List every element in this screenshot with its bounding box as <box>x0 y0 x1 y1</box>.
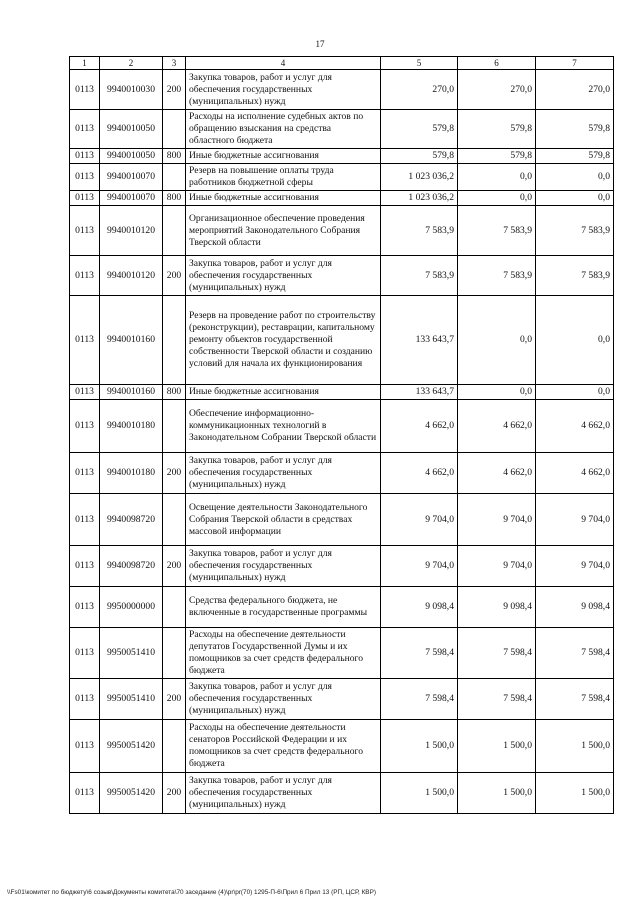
cell-razdel: 0113 <box>70 587 100 628</box>
header-col-2: 2 <box>100 57 163 70</box>
cell-amount-year3: 7 598,4 <box>536 628 614 679</box>
cell-amount-year3: 1 500,0 <box>536 720 614 773</box>
table-row <box>70 385 614 400</box>
cell-name: Резерв на проведение работ по строительству (реконструкции), реставрации, капитальному ремонту объектов государственной собственности Тверской области и созданию условий для начала их функционирования <box>186 296 381 385</box>
cell-amount-year3: 0,0 <box>536 296 614 385</box>
cell-name: Закупка товаров, работ и услуг для обеспечения государственных (муниципальных) нужд <box>186 679 381 720</box>
table-row <box>70 628 614 679</box>
cell-target-article: 9940098720 <box>100 494 163 546</box>
cell-amount-year3: 270,0 <box>536 70 614 110</box>
cell-amount-year1: 7 598,4 <box>381 679 458 720</box>
cell-name: Обеспечение информационно-коммуникационных технологий в Законодательном Собрании Тверской области <box>186 400 381 453</box>
cell-amount-year3: 4 662,0 <box>536 400 614 453</box>
table-row <box>70 164 614 191</box>
cell-target-article: 9940010180 <box>100 453 163 494</box>
cell-amount-year3: 579,8 <box>536 149 614 164</box>
cell-razdel: 0113 <box>70 494 100 546</box>
cell-target-article: 9950051420 <box>100 773 163 814</box>
cell-name: Закупка товаров, работ и услуг для обеспечения государственных (муниципальных) нужд <box>186 773 381 814</box>
cell-expense-type: 200 <box>163 546 186 587</box>
header-col-4: 4 <box>186 57 381 70</box>
cell-target-article: 9940010070 <box>100 164 163 191</box>
cell-expense-type <box>163 296 186 385</box>
table-row <box>70 720 614 773</box>
table-row <box>70 70 614 110</box>
cell-target-article: 9940098720 <box>100 546 163 587</box>
cell-amount-year3: 9 704,0 <box>536 494 614 546</box>
cell-name: Организационное обеспечение проведения мероприятий Законодательного Собрания Тверской области <box>186 206 381 256</box>
cell-razdel: 0113 <box>70 256 100 296</box>
cell-amount-year1: 9 704,0 <box>381 494 458 546</box>
cell-amount-year3: 7 583,9 <box>536 256 614 296</box>
cell-target-article: 9950051410 <box>100 628 163 679</box>
cell-target-article: 9940010160 <box>100 385 163 400</box>
cell-expense-type: 200 <box>163 773 186 814</box>
cell-razdel: 0113 <box>70 773 100 814</box>
cell-amount-year3: 0,0 <box>536 164 614 191</box>
cell-amount-year1: 1 023 036,2 <box>381 191 458 206</box>
cell-target-article: 9950051410 <box>100 679 163 720</box>
table-row <box>70 453 614 494</box>
cell-name: Средства федерального бюджета, не включенные в государственные программы <box>186 587 381 628</box>
cell-amount-year1: 1 500,0 <box>381 773 458 814</box>
table-row <box>70 256 614 296</box>
cell-name: Закупка товаров, работ и услуг для обеспечения государственных (муниципальных) нужд <box>186 546 381 587</box>
cell-razdel: 0113 <box>70 149 100 164</box>
cell-expense-type: 200 <box>163 679 186 720</box>
cell-expense-type <box>163 206 186 256</box>
cell-target-article: 9940010180 <box>100 400 163 453</box>
cell-amount-year3: 0,0 <box>536 191 614 206</box>
cell-amount-year2: 0,0 <box>458 385 536 400</box>
table-body <box>70 70 614 814</box>
cell-amount-year1: 1 023 036,2 <box>381 164 458 191</box>
cell-amount-year2: 4 662,0 <box>458 453 536 494</box>
cell-razdel: 0113 <box>70 546 100 587</box>
cell-expense-type: 800 <box>163 385 186 400</box>
cell-amount-year3: 7 583,9 <box>536 206 614 256</box>
cell-amount-year2: 7 583,9 <box>458 256 536 296</box>
header-col-6: 6 <box>458 57 536 70</box>
table-row <box>70 773 614 814</box>
cell-name: Иные бюджетные ассигнования <box>186 385 381 400</box>
cell-amount-year2: 270,0 <box>458 70 536 110</box>
cell-name: Расходы на обеспечение деятельности сенаторов Российской Федерации и их помощников за счет средств федерального бюджета <box>186 720 381 773</box>
cell-amount-year1: 133 643,7 <box>381 385 458 400</box>
cell-razdel: 0113 <box>70 164 100 191</box>
cell-name: Расходы на обеспечение деятельности депутатов Государственной Думы и их помощников за счет средств федерального бюджета <box>186 628 381 679</box>
cell-target-article: 9950000000 <box>100 587 163 628</box>
cell-name: Резерв на повышение оплаты труда работников бюджетной сферы <box>186 164 381 191</box>
cell-amount-year2: 0,0 <box>458 164 536 191</box>
budget-table <box>69 56 614 814</box>
cell-amount-year1: 133 643,7 <box>381 296 458 385</box>
cell-amount-year1: 270,0 <box>381 70 458 110</box>
cell-razdel: 0113 <box>70 628 100 679</box>
table-row <box>70 494 614 546</box>
header-row <box>70 57 614 70</box>
cell-razdel: 0113 <box>70 400 100 453</box>
cell-amount-year1: 579,8 <box>381 110 458 149</box>
table-row <box>70 110 614 149</box>
cell-amount-year2: 9 704,0 <box>458 494 536 546</box>
cell-target-article: 9940010160 <box>100 296 163 385</box>
cell-name: Закупка товаров, работ и услуг для обеспечения государственных (муниципальных) нужд <box>186 256 381 296</box>
cell-amount-year1: 4 662,0 <box>381 400 458 453</box>
cell-amount-year2: 9 098,4 <box>458 587 536 628</box>
cell-amount-year1: 7 583,9 <box>381 206 458 256</box>
cell-expense-type <box>163 110 186 149</box>
cell-razdel: 0113 <box>70 70 100 110</box>
cell-name: Закупка товаров, работ и услуг для обеспечения государственных (муниципальных) нужд <box>186 453 381 494</box>
cell-expense-type: 200 <box>163 70 186 110</box>
cell-target-article: 9940010030 <box>100 70 163 110</box>
page-number: 17 <box>315 39 325 49</box>
cell-amount-year2: 579,8 <box>458 110 536 149</box>
cell-amount-year3: 7 598,4 <box>536 679 614 720</box>
cell-target-article: 9940010120 <box>100 256 163 296</box>
cell-razdel: 0113 <box>70 110 100 149</box>
table-row <box>70 296 614 385</box>
cell-name: Расходы на исполнение судебных актов по обращению взыскания на средства областного бюджета <box>186 110 381 149</box>
cell-target-article: 9940010070 <box>100 191 163 206</box>
cell-amount-year1: 4 662,0 <box>381 453 458 494</box>
cell-amount-year3: 1 500,0 <box>536 773 614 814</box>
cell-amount-year1: 9 704,0 <box>381 546 458 587</box>
cell-amount-year1: 1 500,0 <box>381 720 458 773</box>
table-row <box>70 587 614 628</box>
cell-amount-year3: 0,0 <box>536 385 614 400</box>
cell-expense-type: 800 <box>163 191 186 206</box>
cell-amount-year3: 9 098,4 <box>536 587 614 628</box>
cell-expense-type <box>163 720 186 773</box>
cell-amount-year2: 0,0 <box>458 296 536 385</box>
cell-target-article: 9940010050 <box>100 149 163 164</box>
cell-target-article: 9940010120 <box>100 206 163 256</box>
cell-amount-year2: 1 500,0 <box>458 720 536 773</box>
cell-amount-year2: 4 662,0 <box>458 400 536 453</box>
cell-amount-year1: 7 583,9 <box>381 256 458 296</box>
cell-expense-type <box>163 587 186 628</box>
table-row <box>70 400 614 453</box>
cell-expense-type: 800 <box>163 149 186 164</box>
cell-amount-year3: 579,8 <box>536 110 614 149</box>
table-row <box>70 546 614 587</box>
cell-expense-type <box>163 400 186 453</box>
cell-name: Закупка товаров, работ и услуг для обеспечения государственных (муниципальных) нужд <box>186 70 381 110</box>
cell-razdel: 0113 <box>70 296 100 385</box>
cell-amount-year2: 0,0 <box>458 191 536 206</box>
cell-expense-type: 200 <box>163 256 186 296</box>
cell-expense-type <box>163 164 186 191</box>
cell-amount-year2: 1 500,0 <box>458 773 536 814</box>
header-col-3: 3 <box>163 57 186 70</box>
cell-razdel: 0113 <box>70 679 100 720</box>
cell-amount-year2: 579,8 <box>458 149 536 164</box>
table-row <box>70 679 614 720</box>
header-col-1: 1 <box>70 57 100 70</box>
cell-razdel: 0113 <box>70 206 100 256</box>
cell-amount-year1: 7 598,4 <box>381 628 458 679</box>
cell-amount-year2: 7 598,4 <box>458 628 536 679</box>
table-header <box>70 57 614 70</box>
cell-expense-type <box>163 494 186 546</box>
cell-amount-year1: 9 098,4 <box>381 587 458 628</box>
cell-target-article: 9950051420 <box>100 720 163 773</box>
cell-amount-year2: 7 598,4 <box>458 679 536 720</box>
cell-amount-year3: 9 704,0 <box>536 546 614 587</box>
cell-razdel: 0113 <box>70 720 100 773</box>
cell-razdel: 0113 <box>70 453 100 494</box>
cell-amount-year2: 7 583,9 <box>458 206 536 256</box>
cell-razdel: 0113 <box>70 191 100 206</box>
cell-expense-type <box>163 628 186 679</box>
cell-name: Иные бюджетные ассигнования <box>186 191 381 206</box>
cell-amount-year2: 9 704,0 <box>458 546 536 587</box>
table-row <box>70 206 614 256</box>
cell-target-article: 9940010050 <box>100 110 163 149</box>
cell-razdel: 0113 <box>70 385 100 400</box>
cell-expense-type: 200 <box>163 453 186 494</box>
footer-file-path: \\Fs01\комитет по бюджету\6 созыв\Документы комитета\70 заседание (4)\pr\pr(70) 1295-П-6\Прил 6 Прил 13 (РП, ЦСР, КВР) <box>7 889 376 896</box>
table-row <box>70 149 614 164</box>
cell-amount-year3: 4 662,0 <box>536 453 614 494</box>
cell-name: Освещение деятельности Законодательного Собрания Тверской области в средствах массовой информации <box>186 494 381 546</box>
table-row <box>70 191 614 206</box>
cell-name: Иные бюджетные ассигнования <box>186 149 381 164</box>
header-col-5: 5 <box>381 57 458 70</box>
header-col-7: 7 <box>536 57 614 70</box>
cell-amount-year1: 579,8 <box>381 149 458 164</box>
